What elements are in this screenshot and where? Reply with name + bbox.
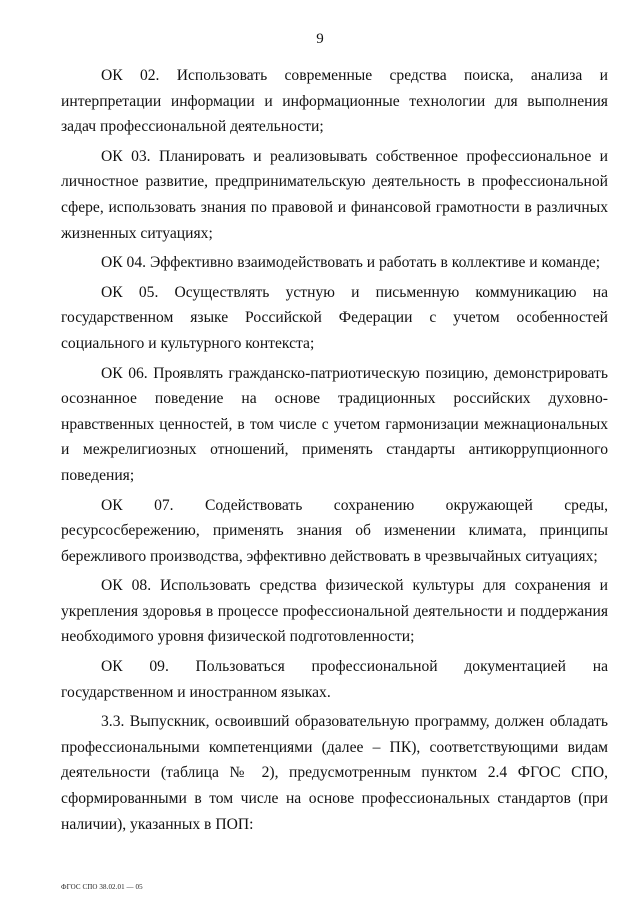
paragraph-ok-06: ОК 06. Проявлять гражданско-патриотическую позицию, демонстрировать осознанное поведение на основе традиционных российских духовно-нравственных ценностей, в том числе с учетом гармонизации межнациональных и межрелигиозных отношений, применять стандарты антикоррупционного поведения; [61,364,608,484]
footer-code: ФГОС СПО 38.02.01 — 05 [61,883,143,891]
paragraph-ok-02: ОК 02. Использовать современные средства поиска, анализа и интерпретации информации и информационные технологии для выполнения задач профессиональной деятельности; [61,67,608,136]
paragraph-ok-08: ОК 08. Использовать средства физической культуры для сохранения и укрепления здоровья в процессе профессиональной деятельности и поддержания необходимого уровня физической подготовленности; [61,577,608,646]
paragraph-3-3: 3.3. Выпускник, освоивший образовательную программу, должен обладать профессиональными компетенциями (далее – ПК), соответствующими видам деятельности (таблица № 2), предусмотренным пунктом 2.4 ФГОС СПО, сформированными в том числе на основе профессиональных стандартов (при наличии), указанных в ПОП: [61,713,608,833]
paragraph-ok-03: ОК 03. Планировать и реализовывать собственное профессиональное и личностное развитие, предпринимательскую деятельность в профессиональной сфере, использовать знания по правовой и финансовой грамотности в различных жизненных ситуациях; [61,147,608,242]
paragraph-ok-09: ОК 09. Пользоваться профессиональной документацией на государственном и иностранном языках. [61,658,608,701]
paragraph-ok-04: ОК 04. Эффективно взаимодействовать и работать в коллективе и команде; [101,254,601,272]
document-body [61,63,608,837]
paragraph-ok-07: ОК 07. Содействовать сохранению окружающей среды, ресурсосбережению, применять знания об изменении климата, принципы бережливого производства, эффективно действовать в чрезвычайных ситуациях; [61,496,608,565]
page-number: 9 [316,31,324,47]
paragraph-ok-05: ОК 05. Осуществлять устную и письменную коммуникацию на государственном языке Российской Федерации с учетом особенностей социального и культурного контекста; [61,283,608,352]
